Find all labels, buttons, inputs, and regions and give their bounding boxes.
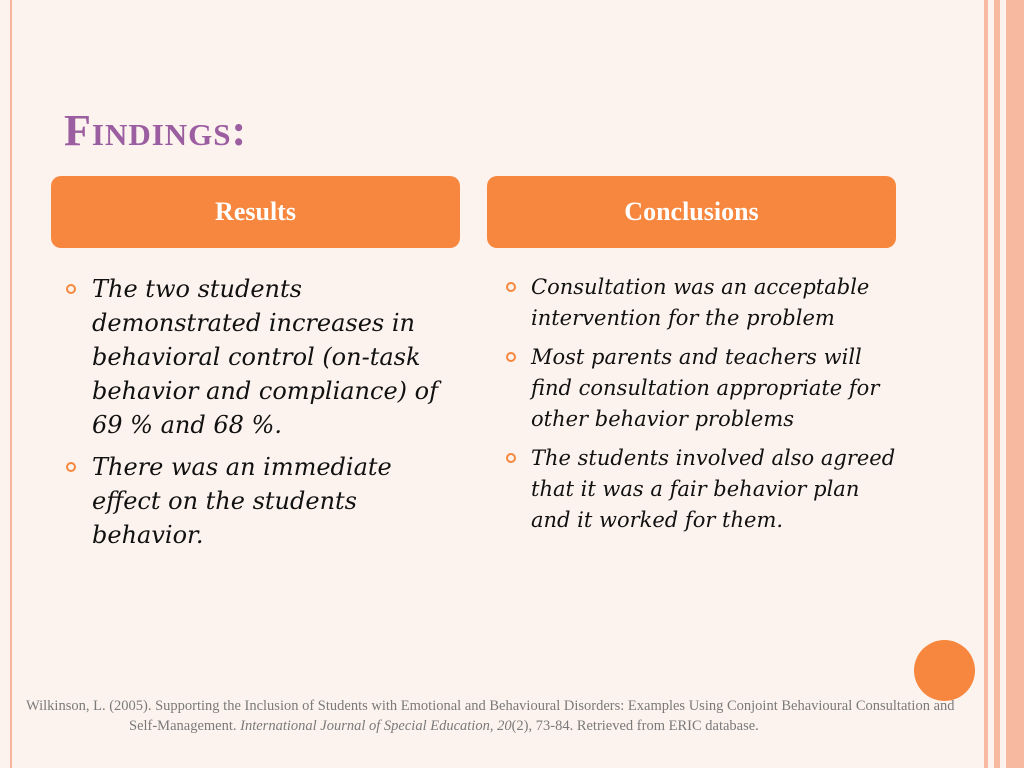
results-list — [92, 272, 452, 560]
citation-text-end: (2), 73-84. Retrieved from ERIC database. — [511, 718, 759, 734]
citation — [26, 696, 986, 736]
results-item-text: The two students demonstrated increases in behavioral control (on-task behavior and compliance) of 69 % and 68 %. — [92, 275, 438, 439]
citation-separator: , — [489, 718, 498, 734]
results-item-text: There was an immediate effect on the students behavior. — [92, 453, 392, 549]
citation-text: Wilkinson, L. (2005). Supporting the Inclusion of Students with Emotional and Behavioural Disorders: Examples Using Conjoint Behavioural Consultation and Self-Management. — [26, 698, 955, 734]
conclusions-item — [531, 443, 903, 536]
conclusions-list — [531, 272, 903, 544]
results-header: Results — [51, 176, 460, 248]
conclusions-item-text: Consultation was an acceptable intervention for the problem — [531, 275, 870, 330]
bullet-icon — [506, 453, 516, 463]
conclusions-item-text: The students involved also agreed that it was a fair behavior plan and it worked for them. — [531, 446, 896, 532]
conclusions-item-text: Most parents and teachers will find consultation appropriate for other behavior problems — [531, 345, 880, 431]
conclusions-header: Conclusions — [487, 176, 896, 248]
conclusions-item — [531, 342, 903, 435]
results-item — [92, 450, 452, 552]
results-item — [92, 272, 452, 442]
bullet-icon — [66, 284, 76, 294]
orange-circle-decoration — [914, 640, 975, 701]
right-stripe-decoration — [980, 0, 1024, 768]
bullet-icon — [506, 282, 516, 292]
bullet-icon — [506, 352, 516, 362]
slide-title: Findings: — [64, 106, 248, 155]
citation-volume: 20 — [497, 718, 512, 734]
conclusions-item — [531, 272, 903, 334]
citation-journal: International Journal of Special Education — [240, 718, 490, 734]
bullet-icon — [66, 462, 76, 472]
left-border-decoration — [0, 0, 12, 768]
